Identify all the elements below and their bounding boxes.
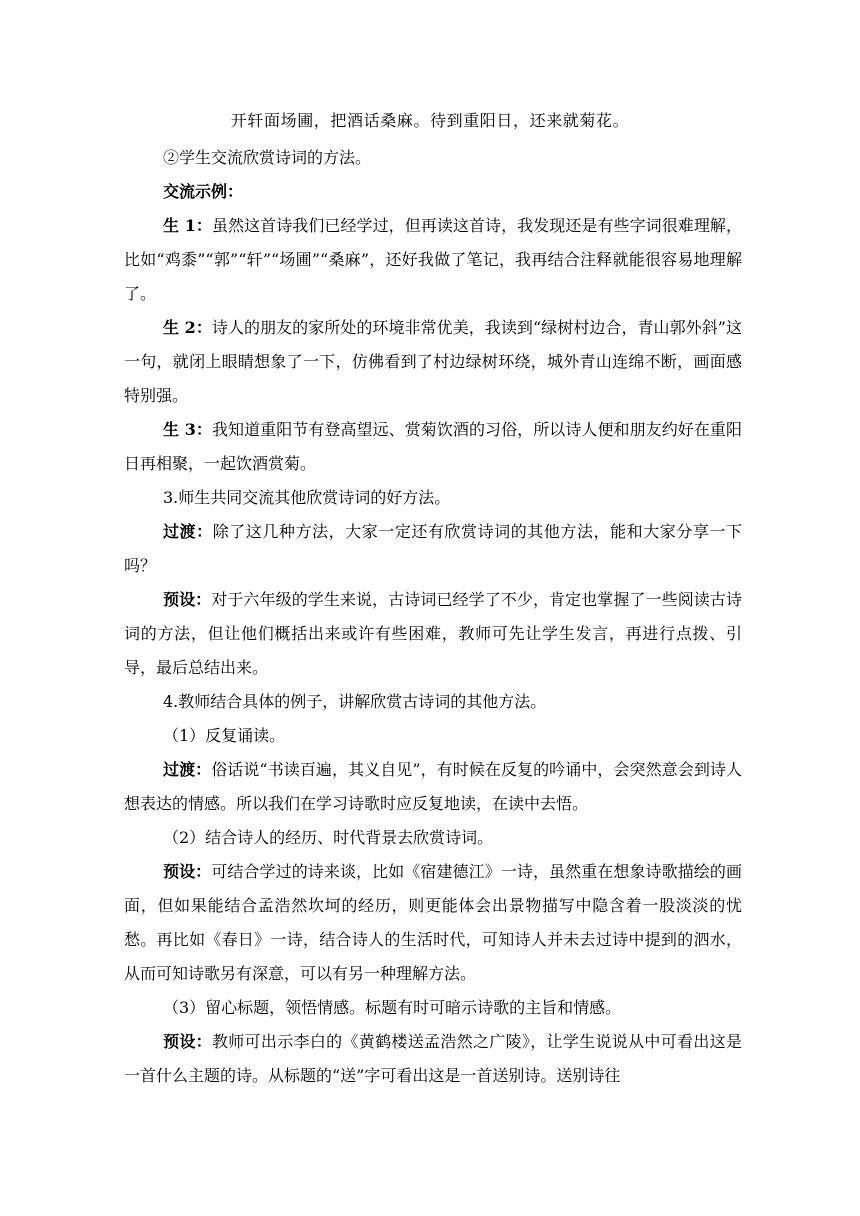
paragraph-step-2: ②学生交流欣赏诗词的方法。 <box>163 148 372 167</box>
paragraph-student-1 <box>124 209 742 311</box>
student-2-label: 生 2： <box>163 318 212 337</box>
paragraph-student-2 <box>124 311 742 413</box>
paragraph-student-3 <box>124 413 742 481</box>
paragraph-step-4: 4.教师结合具体的例子，讲解欣赏古诗词的其他方法。 <box>163 692 547 711</box>
paragraph-preset-2 <box>124 855 742 991</box>
paragraph-preset-3 <box>124 1025 742 1093</box>
transition-2-text: 俗话说“书读百遍，其义自见”，有时候在反复的吟诵中，会突然意会到诗人想表达的情感。所以我们在学习诗歌时应反复地读，在读中去悟。 <box>124 760 742 813</box>
paragraph-method-1: （1）反复诵读。 <box>163 726 286 745</box>
preset-3-text: 教师可出示李白的《黄鹤楼送孟浩然之广陵》，让学生说说从中可看出这是一首什么主题的诗。从标题的“送”字可看出这是一首送别诗。送别诗往 <box>124 1032 742 1085</box>
transition-1-text: 除了这几种方法，大家一定还有欣赏诗词的其他方法，能和大家分享一下吗？ <box>124 522 742 575</box>
example-label: 交流示例： <box>163 182 244 201</box>
poem-line: 开轩面场圃，把酒话桑麻。待到重阳日，还来就菊花。 <box>230 111 630 130</box>
transition-1-label: 过渡： <box>163 522 213 541</box>
student-3-text: 我知道重阳节有登高望远、赏菊饮酒的习俗，所以诗人便和朋友约好在重阳日再相聚，一起饮酒赏菊。 <box>124 420 742 473</box>
preset-2-text: 可结合学过的诗来谈，比如《宿建德江》一诗，虽然重在想象诗歌描绘的画面，但如果能结合孟浩然坎坷的经历，则更能体会出景物描写中隐含着一股淡淡的忧愁。再比如《春日》一诗，结合诗人的生活时代，可知诗人并未去过诗中提到的泗水，从而可知诗歌另有深意，可以有另一种理解方法。 <box>124 862 742 983</box>
preset-1-label: 预设： <box>163 590 212 609</box>
transition-2-label: 过渡： <box>163 760 212 779</box>
paragraph-preset-1 <box>124 583 742 685</box>
paragraph-transition-2 <box>124 753 742 821</box>
paragraph-step-3: 3.师生共同交流其他欣赏诗词的好方法。 <box>163 488 451 507</box>
preset-3-label: 预设： <box>163 1032 212 1051</box>
student-1-label: 生 1： <box>163 216 212 235</box>
paragraph-transition-1 <box>124 515 742 583</box>
paragraph-example-heading <box>124 175 742 209</box>
preset-2-label: 预设： <box>163 862 212 881</box>
paragraph-method-3: （3）留心标题，领悟情感。标题有时可暗示诗歌的主旨和情感。 <box>163 998 622 1017</box>
student-3-label: 生 3： <box>163 420 212 439</box>
student-2-text: 诗人的朋友的家所处的环境非常优美，我读到“绿树村边合，青山郭外斜”这一句，就闭上眼睛想象了一下，仿佛看到了村边绿树环绕，城外青山连绵不断，画面感特别强。 <box>124 318 742 405</box>
paragraph-method-2: （2）结合诗人的经历、时代背景去欣赏诗词。 <box>163 828 494 847</box>
student-1-text: 虽然这首诗我们已经学过，但再读这首诗，我发现还是有些字词很难理解，比如“鸡黍”“郭”“轩”“场圃”“桑麻”，还好我做了笔记，我再结合注释就能很容易地理解了。 <box>124 216 742 303</box>
preset-1-text: 对于六年级的学生来说，古诗词已经学了不少，肯定也掌握了一些阅读古诗词的方法，但让他们概括出来或许有些困难，教师可先让学生发言，再进行点拨、引导，最后总结出来。 <box>124 590 742 677</box>
